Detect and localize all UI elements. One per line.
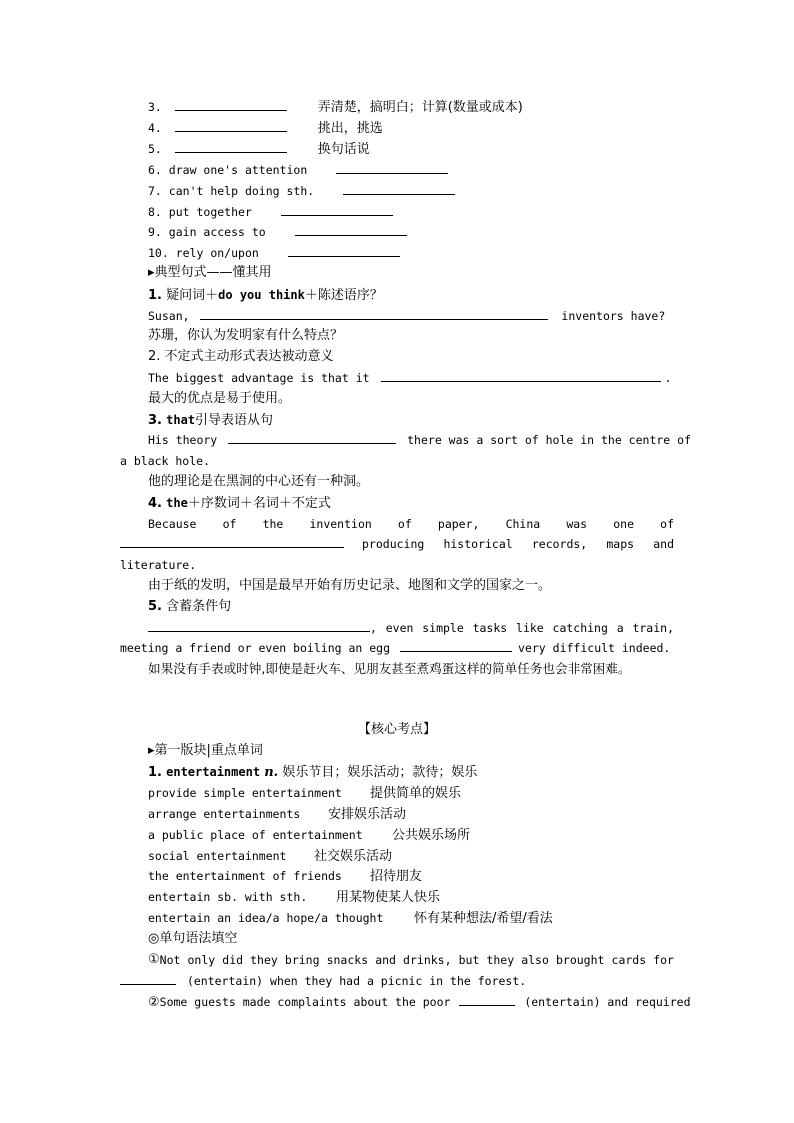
pattern-4-english-line3: literature.: [120, 558, 197, 572]
answer-blank[interactable]: [459, 992, 515, 1006]
sentence-text: Not only did they bring snacks and drinks, but they also brought cards for: [159, 953, 674, 967]
answer-blank[interactable]: [148, 618, 370, 632]
headword: entertainment: [166, 765, 261, 779]
section-heading: ▸典型句式——懂其用: [148, 265, 272, 280]
exercise-2-line1: [148, 992, 691, 1012]
phrase-chinese: 用某物使某人快乐: [336, 890, 441, 905]
word-number: 1.: [148, 765, 162, 780]
pattern-title: 含蓄条件句: [166, 599, 232, 614]
pattern-2-chinese: 最大的优点是易于使用。: [148, 391, 292, 406]
answer-blank[interactable]: [175, 139, 287, 153]
pattern-3-chinese: 他的理论是在黑洞的中心还有一种洞。: [148, 474, 370, 489]
vocab-item-8: [148, 202, 393, 222]
item-number: 6.: [148, 163, 162, 177]
meaning-text: 弄清楚，搞明白；计算(数量或成本): [317, 100, 523, 115]
meaning-text: 挑出，挑选: [317, 121, 383, 136]
item-number: 10.: [148, 246, 169, 260]
pattern-title-keyword: do you think: [218, 288, 305, 302]
sentence-text: there was a sort of hole in the centre of: [407, 433, 691, 447]
item-number: 8.: [148, 205, 162, 219]
phrase-chinese: 招待朋友: [370, 869, 423, 884]
sentence-text: His theory: [148, 433, 218, 447]
pattern-number: 3.: [148, 413, 162, 428]
pattern-4-chinese: 由于纸的发明，中国是最早开始有历史记录、地图和文学的国家之一。: [148, 578, 552, 593]
pattern-4-english-line1: Because of the invention of paper, China was one of: [148, 517, 674, 531]
pattern-title-part: 疑问词＋: [166, 288, 219, 303]
answer-blank[interactable]: [175, 97, 287, 111]
item-number: 4.: [148, 121, 162, 135]
phrase-chinese: 提供简单的娱乐: [370, 786, 462, 801]
pattern-5-english-line1: [148, 618, 674, 638]
pattern-title-keyword: that: [166, 413, 196, 427]
answer-blank[interactable]: [336, 160, 448, 174]
meaning-text: 换句话说: [317, 142, 370, 157]
pattern-title: 不定式主动形式表达被动意义: [164, 349, 334, 364]
vocab-item-10: [148, 243, 400, 263]
phrase-english: arrange entertainments: [148, 807, 301, 821]
core-section-heading: ▸第一版块|重点单词: [148, 743, 263, 758]
vocab-item-6: [148, 160, 448, 180]
answer-blank[interactable]: [288, 243, 400, 257]
pattern-number: 4.: [148, 496, 162, 511]
part-of-speech: n.: [264, 765, 279, 780]
phrase-english: social entertainment: [148, 849, 287, 863]
phrase-text: rely on/upon: [175, 246, 259, 260]
item-number: 3.: [148, 100, 162, 114]
word-meaning: 娱乐节目；娱乐活动；款待；娱乐: [282, 765, 478, 780]
pattern-title-part: 引导表语从句: [195, 413, 274, 428]
pattern-1-english: [148, 306, 665, 326]
pattern-number: 2.: [148, 349, 161, 364]
vocab-item-4: [148, 118, 383, 138]
phrase-text: draw one's attention: [168, 163, 308, 177]
pattern-title-part: ＋序数词＋名词＋不定式: [187, 496, 331, 511]
pattern-4-english-line2: [120, 534, 674, 554]
item-number: 7.: [148, 184, 162, 198]
answer-blank[interactable]: [281, 202, 393, 216]
pattern-number: 1.: [148, 288, 162, 303]
pattern-1-title: [148, 285, 383, 305]
phrase-row: [148, 866, 422, 886]
answer-blank[interactable]: [228, 430, 396, 444]
phrase-english: the entertainment of friends: [148, 869, 342, 883]
answer-blank[interactable]: [200, 306, 548, 320]
exercise-1-line2: [120, 971, 526, 991]
phrase-row: [148, 804, 406, 824]
phrase-row: [148, 887, 440, 907]
phrase-text: gain access to: [168, 225, 266, 239]
pattern-3-english-line2: a black hole.: [120, 454, 211, 468]
phrase-chinese: 公共娱乐场所: [392, 828, 471, 843]
pattern-3-title: [148, 410, 273, 430]
sentence-text: very difficult indeed.: [518, 641, 671, 655]
phrase-chinese: 怀有某种想法/希望/看法: [414, 911, 553, 926]
sentence-text: producing historical records, maps and: [362, 537, 674, 551]
exercise-1-line1: [148, 950, 674, 970]
vocab-item-3: [148, 97, 523, 117]
phrase-row: [148, 908, 553, 928]
phrase-english: a public place of entertainment: [148, 828, 363, 842]
pattern-5-chinese: 如果没有手表或时钟,即使是赶火车、见朋友甚至煮鸡蛋这样的简单任务也会非常困难。: [148, 661, 631, 676]
phrase-chinese: 安排娱乐活动: [328, 807, 407, 822]
sentence-text: (entertain) and required: [524, 995, 691, 1009]
pattern-1-chinese: 苏珊，你认为发明家有什么特点？: [148, 328, 344, 343]
pattern-5-english-line2: [120, 638, 674, 658]
phrase-row: [148, 783, 461, 803]
exercise-heading: ◎单句语法填空: [148, 931, 238, 946]
vocab-item-5: [148, 139, 370, 159]
answer-blank[interactable]: [400, 638, 512, 652]
phrase-row: [148, 846, 392, 866]
sentence-text: , even simple tasks like catching a train,: [370, 621, 674, 635]
phrase-english: provide simple entertainment: [148, 786, 342, 800]
phrase-chinese: 社交娱乐活动: [314, 849, 393, 864]
sentence-text: Some guests made complaints about the poor: [159, 995, 451, 1009]
vocab-item-7: [148, 181, 455, 201]
answer-blank[interactable]: [295, 222, 407, 236]
pattern-number: 5.: [148, 599, 162, 614]
item-number: 9.: [148, 225, 162, 239]
sentence-text: meeting a friend or even boiling an egg: [120, 641, 391, 655]
sentence-text: (entertain) when they had a picnic in the forest.: [186, 974, 527, 988]
answer-blank[interactable]: [343, 181, 455, 195]
vocab-item-9: [148, 222, 407, 242]
phrase-text: put together: [168, 205, 252, 219]
phrase-row: [148, 825, 470, 845]
exercise-marker: ②: [148, 995, 160, 1010]
sentence-text: .: [664, 371, 672, 385]
sentence-text: The biggest advantage is that it: [148, 371, 370, 385]
sentence-text: inventors have?: [561, 309, 666, 323]
phrase-english: entertain sb. with sth.: [148, 890, 308, 904]
pattern-3-english-line1: [148, 430, 691, 450]
answer-blank[interactable]: [175, 118, 287, 132]
answer-blank[interactable]: [381, 368, 661, 382]
core-word-entry: [148, 762, 477, 782]
pattern-5-title: [148, 597, 231, 617]
phrase-english: entertain an idea/a hope/a thought: [148, 911, 384, 925]
pattern-4-title: [148, 493, 331, 513]
core-points-title: 【核心考点】: [357, 722, 436, 737]
phrase-text: can't help doing sth.: [168, 184, 315, 198]
sentence-text: Susan,: [148, 309, 190, 323]
answer-blank[interactable]: [120, 534, 344, 548]
pattern-2-english: [148, 368, 671, 388]
pattern-title-part: ＋陈述语序？: [304, 288, 383, 303]
exercise-marker: ①: [148, 952, 160, 967]
answer-blank[interactable]: [120, 971, 176, 985]
pattern-2-title: [148, 347, 334, 367]
pattern-title-keyword: the: [166, 496, 188, 510]
item-number: 5.: [148, 142, 162, 156]
